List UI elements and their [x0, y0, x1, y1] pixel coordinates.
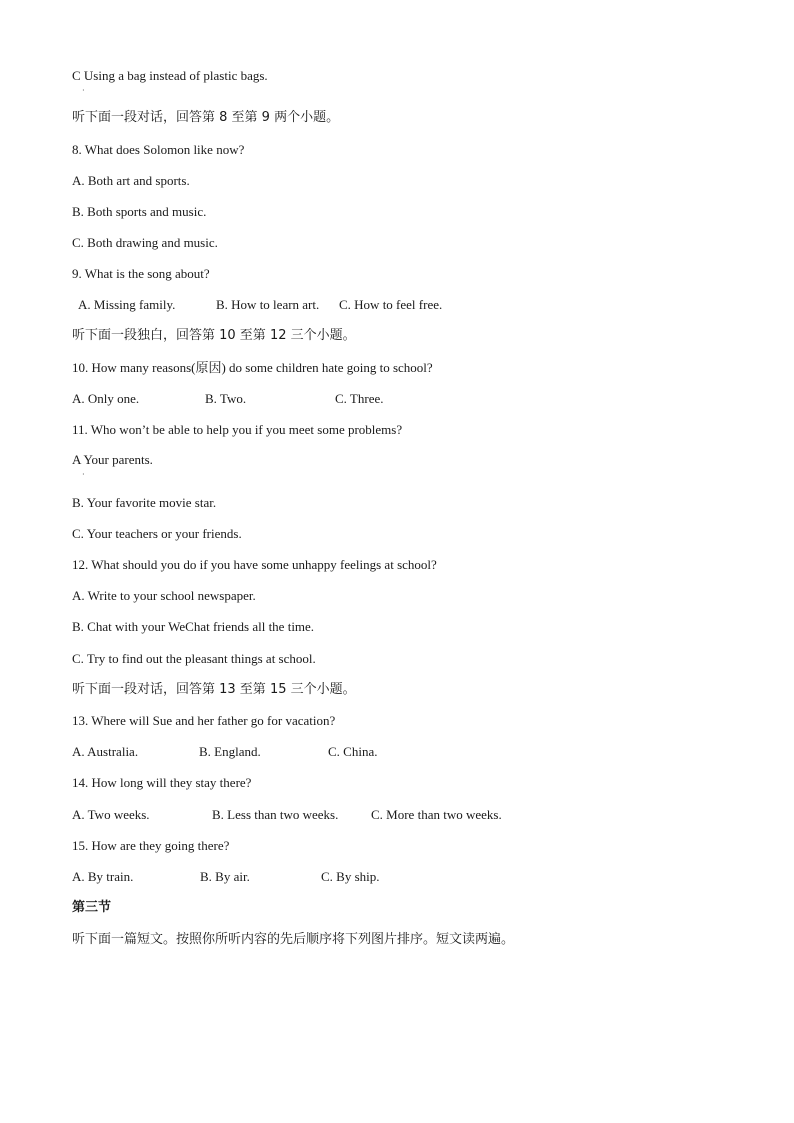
section-instruction-q13-15: 听下面一段对话，回答第 13 至第 15 三个小题。	[72, 682, 356, 697]
q13-option-c: C. China.	[328, 744, 378, 759]
q7-option-c: C Using a bag instead of plastic bags.	[72, 68, 268, 83]
question-9: 9. What is the song about?	[72, 266, 210, 281]
q12-option-c: C. Try to find out the pleasant things at school.	[72, 651, 316, 666]
q12-option-b: B. Chat with your WeChat friends all the time.	[72, 619, 315, 634]
q15-option-c: C. By ship.	[321, 869, 380, 884]
question-12: 12. What should you do if you have some unhappy feelings at school?	[72, 557, 437, 572]
q13-option-a: A. Australia.	[72, 744, 139, 759]
q10-option-a: A. Only one.	[72, 391, 140, 406]
question-8: 8. What does Solomon like now?	[72, 142, 245, 157]
q9-option-b: B. How to learn art.	[216, 297, 320, 312]
q9-option-a: A. Missing family.	[78, 297, 176, 312]
section-instruction-q10-12: 听下面一段独白，回答第 10 至第 12 三个小题。	[72, 328, 356, 343]
q14-option-c: C. More than two weeks.	[371, 807, 502, 822]
q15-option-a: A. By train.	[72, 869, 134, 884]
question-10: 10. How many reasons(原因) do some children hate going to school?	[72, 360, 433, 375]
q10-option-b: B. Two.	[205, 391, 247, 406]
q15-option-b: B. By air.	[200, 869, 250, 884]
question-15: 15. How are they going there?	[72, 838, 230, 853]
q14-option-a: A. Two weeks.	[72, 807, 150, 822]
question-14: 14. How long will they stay there?	[72, 775, 252, 790]
q11-option-b: B. Your favorite movie star.	[72, 495, 217, 510]
q9-option-c: C. How to feel free.	[339, 297, 443, 312]
q8-option-a: A. Both art and sports.	[72, 173, 190, 188]
section-heading-part-3: 第三节	[72, 900, 112, 915]
q12-option-a: A. Write to your school newspaper.	[72, 588, 256, 603]
dot-mark: ·	[82, 86, 85, 95]
q14-option-b: B. Less than two weeks.	[212, 807, 339, 822]
dot-mark: ·	[82, 470, 85, 479]
q8-option-b: B. Both sports and music.	[72, 204, 207, 219]
q10-option-c: C. Three.	[335, 391, 384, 406]
question-13: 13. Where will Sue and her father go for vacation?	[72, 713, 336, 728]
section-instruction-q8-9: 听下面一段对话，回答第 8 至第 9 两个小题。	[72, 110, 340, 125]
section-instruction-picture-ordering: 听下面一篇短文。按照你所听内容的先后顺序将下列图片排序。短文读两遍。	[72, 932, 515, 947]
q11-option-c: C. Your teachers or your friends.	[72, 526, 242, 541]
q11-option-a: A Your parents.	[72, 452, 153, 467]
question-11: 11. Who won’t be able to help you if you meet some problems?	[72, 422, 403, 437]
q13-option-b: B. England.	[199, 744, 261, 759]
q8-option-c: C. Both drawing and music.	[72, 235, 218, 250]
